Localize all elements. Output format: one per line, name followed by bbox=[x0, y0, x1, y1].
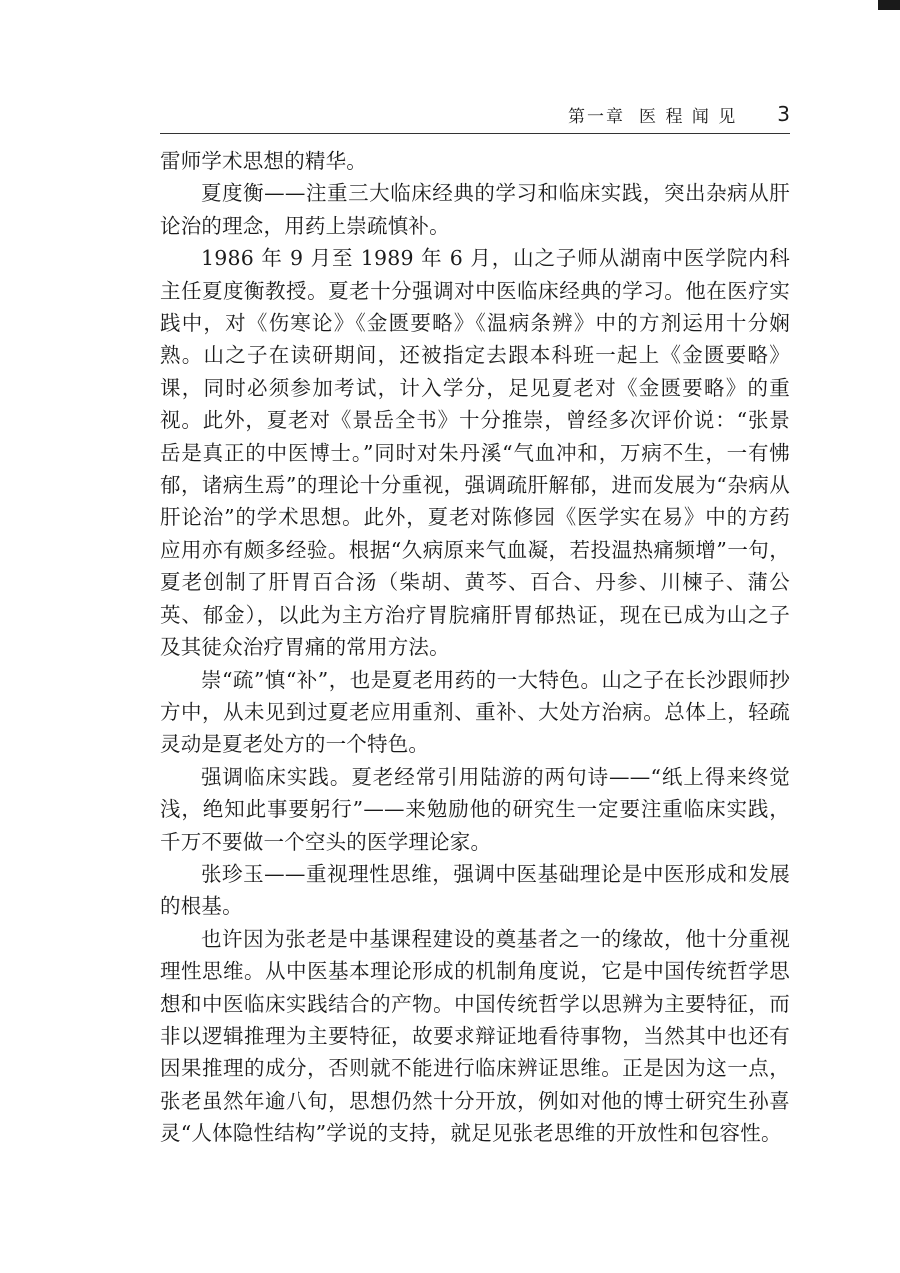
paragraph-xia-duheng-heading: 夏度衡——注重三大临床经典的学习和临床实践，突出杂病从肝论治的理念，用药上崇疏慎补。 bbox=[160, 181, 790, 238]
header-rule bbox=[160, 133, 790, 134]
running-head bbox=[160, 98, 790, 130]
paragraph-clinical-practice: 强调临床实践。夏老经常引用陆游的两句诗——“纸上得来终觉浅，绝知此事要躬行”——来勉励他的研究生一定要注重临床实践，千万不要做一个空头的医学理论家。 bbox=[160, 764, 790, 854]
paragraph-continuation: 雷师学术思想的精华。 bbox=[160, 149, 367, 173]
chapter-label: 第一章 bbox=[568, 106, 626, 127]
paragraph-zhang-zhenyu-heading: 张珍玉——重视理性思维，强调中医基础理论是中医形成和发展的根基。 bbox=[160, 861, 790, 919]
paragraph-zhang-zhenyu-body: 也许因为张老是中基课程建设的奠基者之一的缘故，他十分重视理性思维。从中医基本理论形成的机制角度说，它是中国传统哲学思想和中医临床实践结合的产物。中国传统哲学以思辨为主要特征，而非以逻辑推理为主要特征，故要求辩证地看待事物，当然其中也还有因果推理的成分，否则就不能进行临床辨证思维。正是因为这一点，张老虽然年逾八旬，思想仍然十分开放，例如对他的博士研究生孙喜灵“人体隐性结构”学说的支持，就足见张老思维的开放性和包容性。 bbox=[160, 926, 790, 1146]
section-title: 医 程 闻 见 bbox=[639, 106, 738, 127]
paragraph-xia-duheng-body: 1986 年 9 月至 1989 年 6 月，山之子师从湖南中医学院内科主任夏度衡教授。夏老十分强调对中医临床经典的学习。他在医疗实践中，对《伤寒论》《金匮要略》《温病条辨》中的方剂运用十分娴熟。山之子在读研期间，还被指定去跟本科班一起上《金匮要略》课，同时必须参加考试，计入学分，足见夏老对《金匮要略》的重视。此外，夏老对《景岳全书》十分推崇，曾经多次评价说：“张景岳是真正的中医博士。”同时对朱丹溪“气血冲和，万病不生，一有怫郁，诸病生焉”的理论十分重视，强调疏肝解郁，进而发展为“杂病从肝论治”的学术思想。此外，夏老对陈修园《医学实在易》中的方药应用亦有颇多经验。根据“久病原来气血凝，若投温热痛频增”一句，夏老创制了肝胃百合汤（柴胡、黄芩、百合、丹参、川楝子、蒲公英、郁金），以此为主方治疗胃脘痛肝胃郁热证，现在已成为山之子及其徒众治疗胃痛的常用方法。 bbox=[160, 246, 790, 660]
corner-mark bbox=[878, 0, 900, 10]
paragraph-shu-bu: 崇“疏”慎“补”，也是夏老用药的一大特色。山之子在长沙跟师抄方中，从未见到过夏老应用重剂、重补、大处方治病。总体上，轻疏灵动是夏老处方的一个特色。 bbox=[160, 667, 790, 757]
body-text bbox=[160, 145, 790, 1150]
page-number: 3 bbox=[777, 102, 790, 126]
